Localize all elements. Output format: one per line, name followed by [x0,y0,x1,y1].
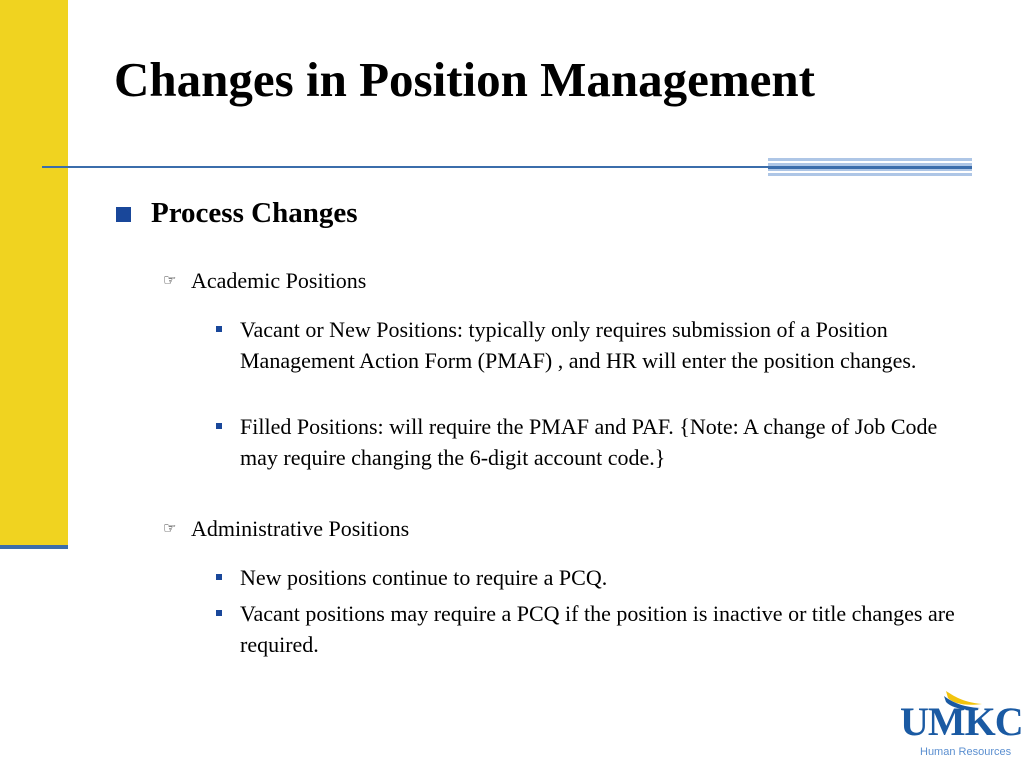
list-item [216,314,956,376]
logo-subtitle: Human Resources [920,746,1012,758]
list-item [216,562,956,593]
small-square-bullet-icon [216,326,222,332]
side-yellow-band [0,0,68,548]
list-item [216,598,956,660]
pointing-hand-icon: ☞ [163,521,177,537]
umkc-logo [896,690,1024,768]
list-item-text: Vacant positions may require a PCQ if the position is inactive or title changes are required. [240,601,955,657]
small-square-bullet-icon [216,423,222,429]
list-item-text: Vacant or New Positions: typically only requires submission of a Position Management Action Form (PMAF) , and HR will enter the position changes. [240,317,917,373]
logo-wordmark: UMKC [900,699,1023,744]
list-item-text: Filled Positions: will require the PMAF and PAF. {Note: A change of Job Code may require changing the 6-digit account code.} [240,414,938,470]
level1-label: Process Changes [151,197,358,229]
small-square-bullet-icon [216,574,222,580]
title-underline-accent-line [768,166,972,169]
small-square-bullet-icon [216,610,222,616]
section-administrative-positions [163,516,409,542]
list-item-text: New positions continue to require a PCQ. [240,565,608,590]
section-heading: Academic Positions [191,268,367,293]
section-academic-positions [163,268,366,294]
pointing-hand-icon: ☞ [163,273,177,289]
bullet-process-changes [116,197,357,230]
square-bullet-icon [116,207,131,222]
side-blue-rule [0,545,68,549]
slide-title: Changes in Position Management [114,52,816,107]
section-heading: Administrative Positions [191,516,410,541]
list-item [216,411,956,473]
